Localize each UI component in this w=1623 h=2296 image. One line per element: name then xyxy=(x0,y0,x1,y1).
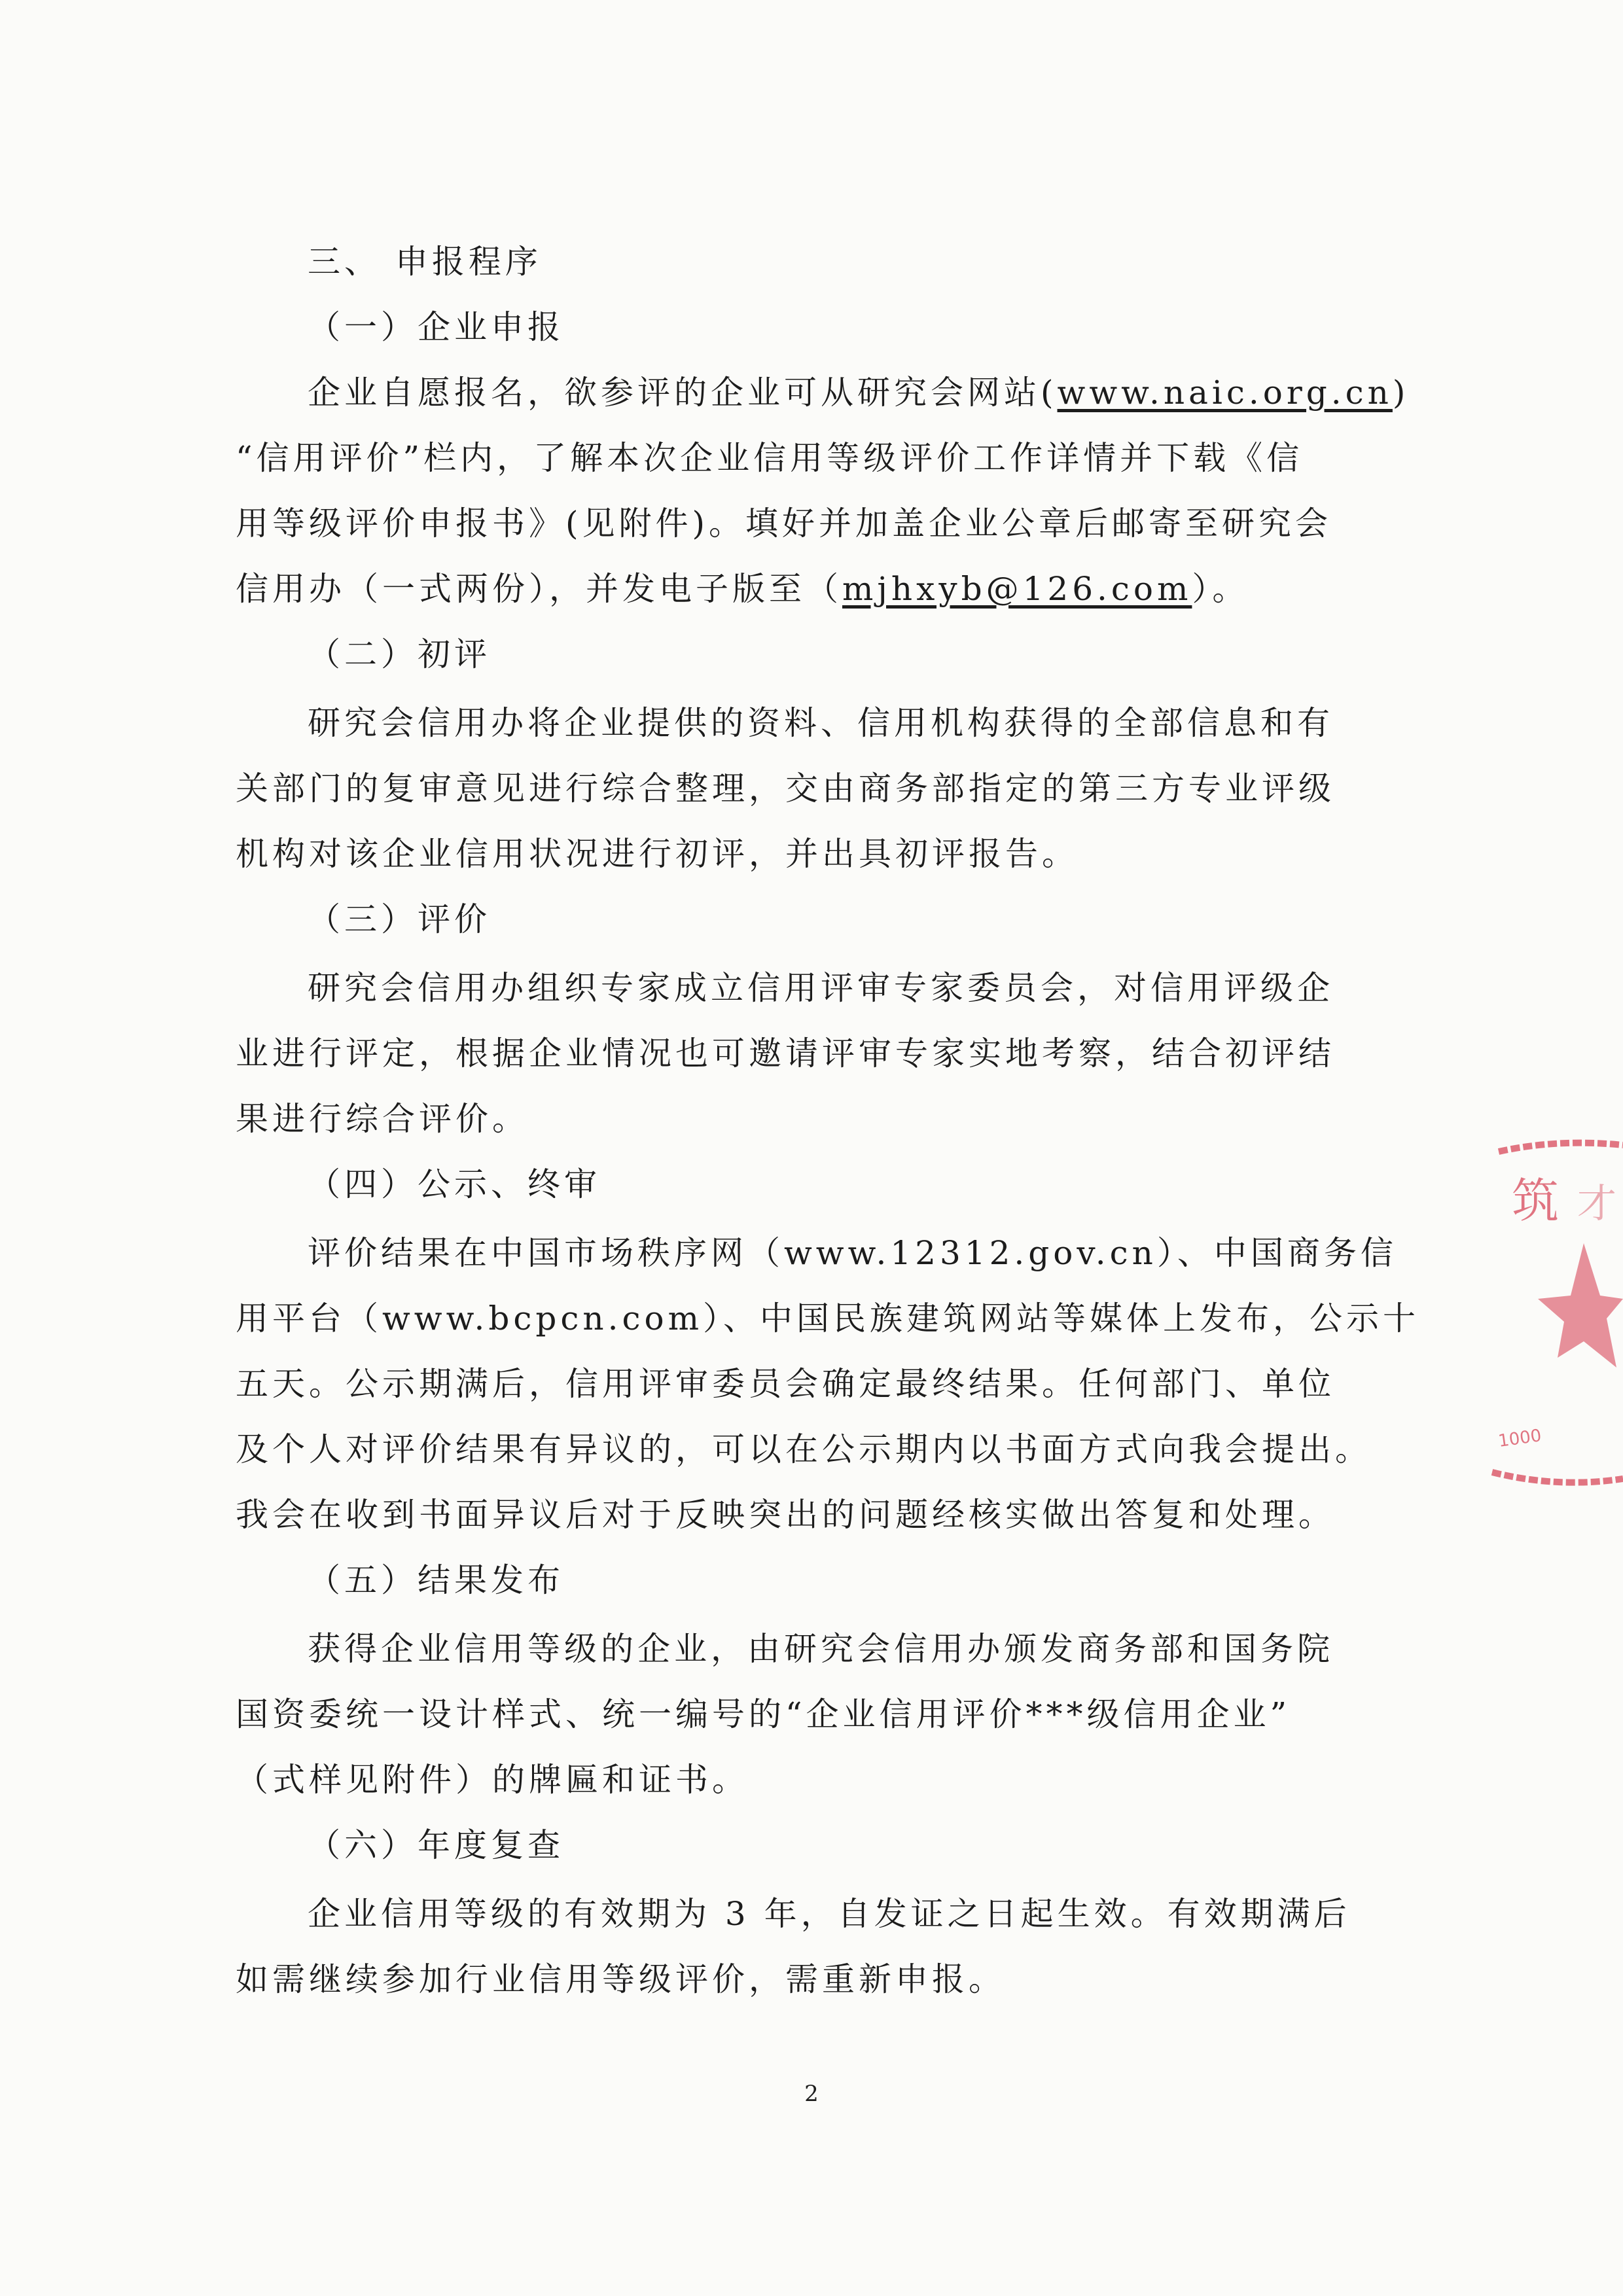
svg-text:才: 才 xyxy=(1577,1181,1616,1227)
seal-ring-top xyxy=(1499,1143,1623,1152)
paragraph-line: 研究会信用办组织专家成立信用评审专家委员会，对信用评级企 xyxy=(308,969,1334,1007)
subsection-heading-6: （六）年度复查 xyxy=(308,1826,564,1864)
paragraph-line: 我会在收到书面异议后对于反映突出的问题经核实做出答复和处理。 xyxy=(236,1496,1335,1534)
paragraph-line: “信用评价”栏内，了解本次企业信用等级评价工作详情并下载《信 xyxy=(236,439,1304,477)
seal-ring-bottom xyxy=(1492,1472,1623,1483)
paragraph-line: 果进行综合评价。 xyxy=(236,1100,529,1138)
page-number: 2 xyxy=(804,2081,819,2107)
subsection-heading-4: （四）公示、终审 xyxy=(308,1165,601,1203)
paragraph-line: 机构对该企业信用状况进行初评，并出具初评报告。 xyxy=(236,835,1079,873)
section-heading: 三、 申报程序 xyxy=(308,243,542,281)
paragraph-line: 信用办（一式两份），并发电子版至（mjhxyb@126.com）。 xyxy=(236,570,1249,608)
paragraph-line: 五天。公示期满后，信用评审委员会确定最终结果。任何部门、单位 xyxy=(236,1365,1335,1403)
email-link[interactable]: mjhxyb@126.com xyxy=(842,570,1192,608)
paragraph-line: 业进行评定，根据企业情况也可邀请评审专家实地考察，结合初评结 xyxy=(236,1034,1335,1072)
seal-star-icon xyxy=(1538,1243,1623,1368)
subsection-heading-5: （五）结果发布 xyxy=(308,1561,564,1599)
paragraph-line: 企业信用等级的有效期为 3 年，自发证之日起生效。有效期满后 xyxy=(308,1895,1351,1933)
website-link[interactable]: www.naic.org.cn xyxy=(1057,374,1393,412)
paragraph-line: 及个人对评价结果有异议的，可以在公示期内以书面方式向我会提出。 xyxy=(236,1430,1372,1468)
seal-stamp xyxy=(1486,1132,1623,1505)
paragraph-line: 研究会信用办将企业提供的资料、信用机构获得的全部信息和有 xyxy=(308,704,1334,742)
seal-character: 筑 xyxy=(1512,1173,1560,1228)
paragraph-line: 获得企业信用等级的企业，由研究会信用办颁发商务部和国务院 xyxy=(308,1630,1334,1668)
paragraph-line: 用平台（www.bcpcn.com）、中国民族建筑网站等媒体上发布，公示十 xyxy=(236,1299,1419,1337)
subsection-heading-1: （一）企业申报 xyxy=(308,308,564,346)
paragraph-line: （式样见附件）的牌匾和证书。 xyxy=(236,1761,749,1799)
paragraph-line: 企业自愿报名，欲参评的企业可从研究会网站(www.naic.org.cn) xyxy=(308,374,1410,412)
paragraph-line: 如需继续参加行业信用等级评价，需重新申报。 xyxy=(236,1960,1005,1998)
paragraph-line: 国资委统一设计样式、统一编号的“企业信用评价***级信用企业” xyxy=(236,1695,1291,1733)
paragraph-line: 关部门的复审意见进行综合整理，交由商务部指定的第三方专业评级 xyxy=(236,769,1335,807)
paragraph-line: 用等级评价申报书》(见附件)。填好并加盖企业公章后邮寄至研究会 xyxy=(236,504,1332,542)
paragraph-line: 评价结果在中国市场秩序网（www.12312.gov.cn）、中国商务信 xyxy=(308,1234,1397,1272)
seal-digits: 1000 xyxy=(1497,1426,1543,1452)
subsection-heading-3: （三）评价 xyxy=(308,900,491,938)
subsection-heading-2: （二）初评 xyxy=(308,635,491,673)
